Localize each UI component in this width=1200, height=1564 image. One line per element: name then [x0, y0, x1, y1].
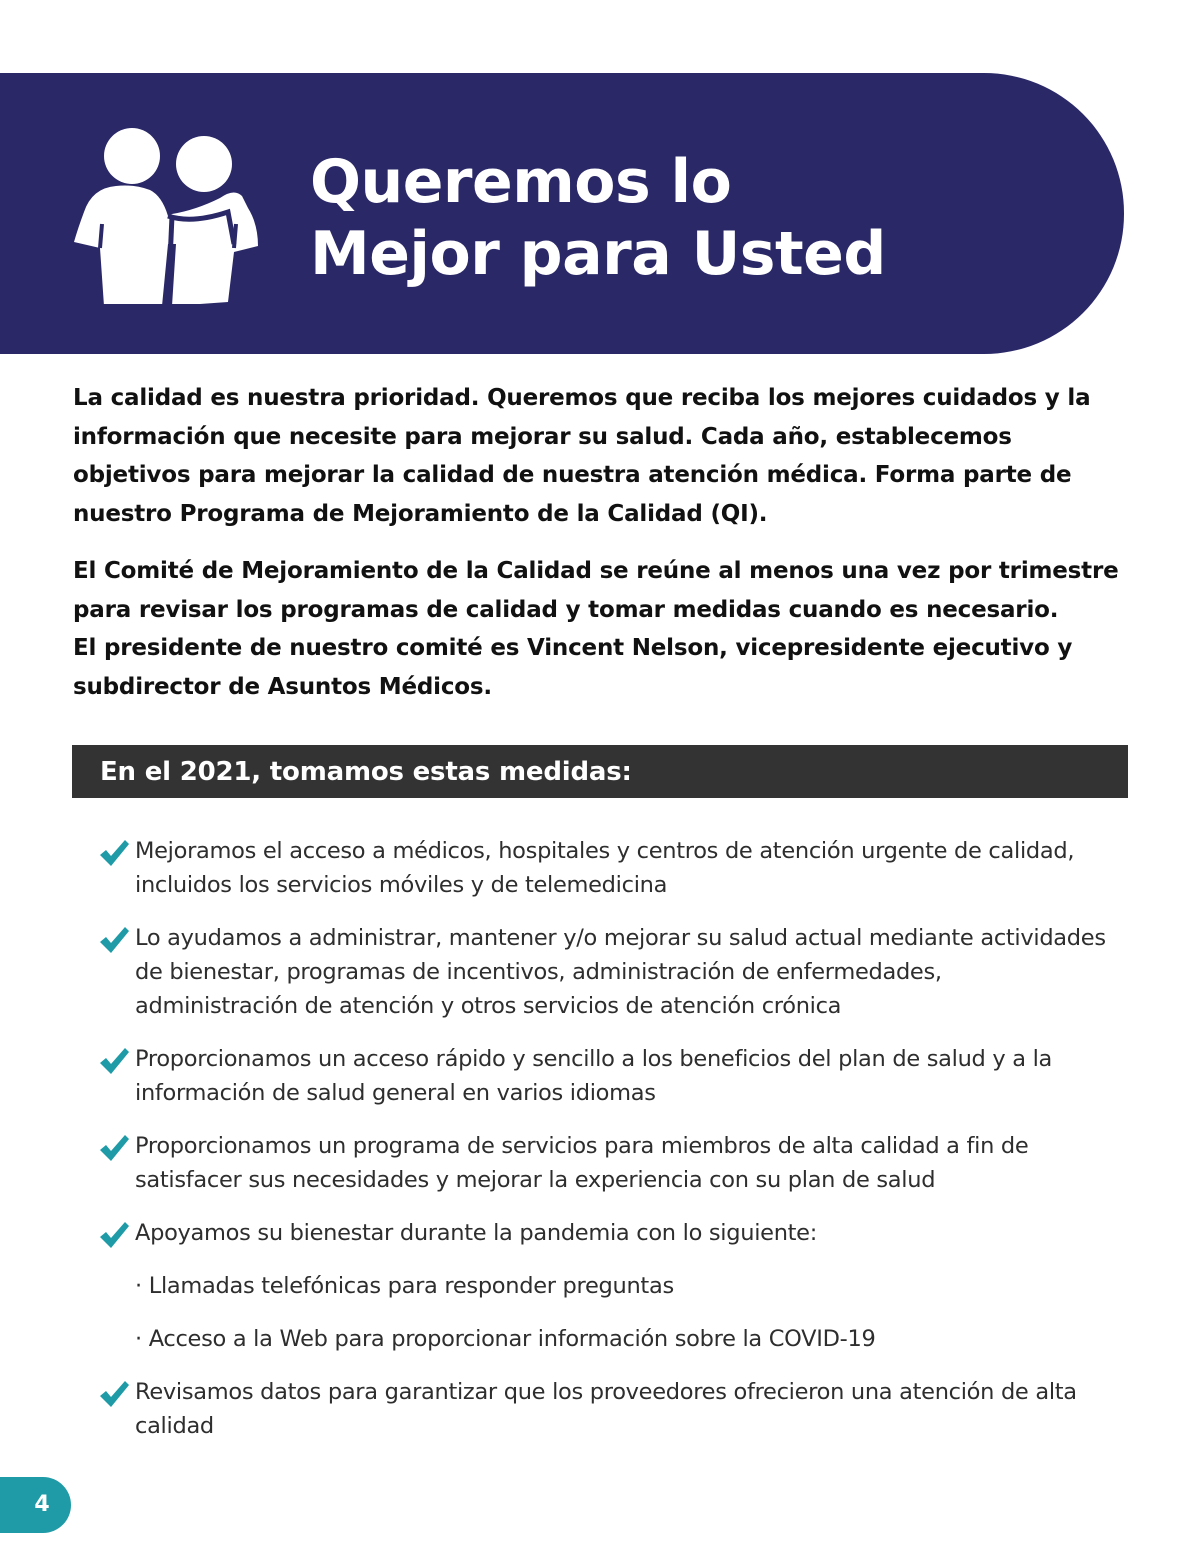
checkmark-icon [98, 925, 130, 955]
sub-list-item [98, 1269, 1108, 1303]
list-item-text: Proporcionamos un programa de servicios para miembros de alta calidad a fin de satisfacer sus necesidades y mejorar la experiencia con su plan de salud [135, 1133, 1029, 1193]
list-item-text: Lo ayudamos a administrar, mantener y/o mejorar su salud actual mediante actividades de bienestar, programas de incentivos, administración de enfermedades, administración de atención y otros servicios de atención crónica [135, 925, 1106, 1019]
intro-paragraph-2 [73, 552, 1133, 706]
intro-paragraph-1: La calidad es nuestra prioridad. Queremos que reciba los mejores cuidados y la información que necesite para mejorar su salud. Cada año, establecemos objetivos para mejorar la calidad de nuestra atención médica. Forma parte de nuestro Programa de Mejoramiento de la Calidad (QI). [73, 385, 1091, 527]
list-item-text: Apoyamos su bienestar durante la pandemia con lo siguiente: [135, 1220, 817, 1246]
list-item [98, 1129, 1108, 1197]
bullet-dot: · [135, 1273, 149, 1299]
page-number-tab [0, 1477, 71, 1533]
section-header [72, 745, 1128, 798]
sub-list-item [98, 1322, 1108, 1356]
title-line-2: Mejor para Usted [310, 219, 886, 289]
section-title: En el 2021, tomamos estas medidas: [100, 757, 632, 787]
checkmark-icon [98, 1379, 130, 1409]
sub-list-item-text: Llamadas telefónicas para responder preguntas [148, 1273, 674, 1299]
intro-paragraph-2a: El Comité de Mejoramiento de la Calidad se reúne al menos una vez por trimestre para revisar los programas de calidad y tomar medidas cuando es necesario. [73, 558, 1119, 623]
list-item [98, 1216, 1108, 1250]
intro-paragraph-2b: El presidente de nuestro comité es Vincent Nelson, vicepresidente ejecutivo y subdirector de Asuntos Médicos. [73, 635, 1073, 700]
checkmark-icon [98, 838, 130, 868]
list-item [98, 921, 1108, 1023]
list-item-text: Mejoramos el acceso a médicos, hospitales y centros de atención urgente de calidad, incluidos los servicios móviles y de telemedicina [135, 838, 1075, 898]
two-people-hug-icon [72, 124, 264, 304]
bullet-dot: · [135, 1326, 149, 1352]
sub-list-item-text: Acceso a la Web para proporcionar información sobre la COVID-19 [148, 1326, 876, 1352]
list-item-text: Proporcionamos un acceso rápido y sencillo a los beneficios del plan de salud y a la información de salud general en varios idiomas [135, 1046, 1053, 1106]
checkmark-icon [98, 1220, 130, 1250]
list-item-text: Revisamos datos para garantizar que los proveedores ofrecieron una atención de alta calidad [135, 1379, 1077, 1439]
page-number: 4 [34, 1492, 50, 1517]
checkmark-icon [98, 1046, 130, 1076]
intro-text [73, 379, 1133, 706]
measures-list [98, 834, 1108, 1462]
list-item [98, 1375, 1108, 1443]
title-line-1: Queremos lo [310, 147, 732, 217]
checkmark-icon [98, 1133, 130, 1163]
list-item [98, 834, 1108, 902]
list-item [98, 1042, 1108, 1110]
page-title [310, 146, 886, 290]
